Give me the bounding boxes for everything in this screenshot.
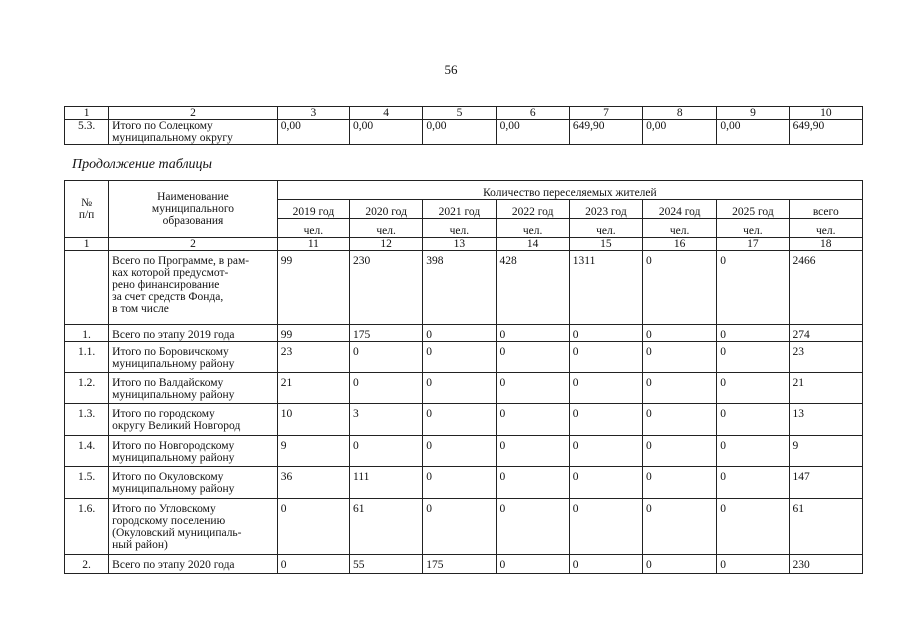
cell-line: Наименование xyxy=(157,191,229,203)
unit-header-cell: чел. xyxy=(423,219,496,238)
value-cell: 0 xyxy=(643,251,717,325)
value-cell: 0 xyxy=(717,555,789,574)
value-cell: 61 xyxy=(350,499,423,555)
value-cell: 0 xyxy=(717,404,789,436)
value-cell: 36 xyxy=(277,467,349,499)
cell-line: ках которой предусмот- xyxy=(112,267,229,279)
unit-header-cell: чел. xyxy=(789,219,862,238)
value-cell: 0 xyxy=(496,436,569,467)
value-cell: 9 xyxy=(277,436,349,467)
year-header-cell: 2022 год xyxy=(496,200,569,219)
cell-line: образования xyxy=(162,215,224,227)
value-cell: 0 xyxy=(643,436,717,467)
table-row xyxy=(65,467,863,499)
cell-line: (Окуловский муниципаль- xyxy=(112,527,242,539)
value-cell: 3 xyxy=(350,404,423,436)
cell-line: Всего по этапу 2019 года xyxy=(112,329,235,341)
value-cell: 21 xyxy=(277,373,349,404)
cell-line: Итого по Окуловскому xyxy=(112,471,224,483)
row-number-cell: 1.3. xyxy=(65,404,109,436)
row-number-cell: 1.5. xyxy=(65,467,109,499)
table-row xyxy=(65,325,863,342)
value-cell: 0 xyxy=(423,325,496,342)
year-header-cell: 2025 год xyxy=(717,200,789,219)
value-cell: 55 xyxy=(350,555,423,574)
cell-line: муниципального xyxy=(151,203,234,215)
row-name-cell xyxy=(109,325,278,342)
name-header-cell xyxy=(109,181,278,238)
cell-line: Итого по Новгородскому xyxy=(112,440,235,452)
value-cell: 175 xyxy=(423,555,496,574)
table-row xyxy=(65,373,863,404)
value-cell: 2466 xyxy=(789,251,862,325)
row-number-cell: 1.6. xyxy=(65,499,109,555)
column-number-cell: 5 xyxy=(423,107,496,120)
row-number-cell: 1.4. xyxy=(65,436,109,467)
year-header-cell: 2023 год xyxy=(569,200,642,219)
value-cell: 0 xyxy=(496,499,569,555)
table-row xyxy=(65,120,863,145)
column-number-cell: 16 xyxy=(643,238,717,251)
year-header-cell: 2024 год xyxy=(643,200,717,219)
row-name-cell xyxy=(109,373,278,404)
table-row xyxy=(65,342,863,373)
value-cell: 0 xyxy=(569,373,642,404)
column-number-cell: 12 xyxy=(350,238,423,251)
value-cell: 230 xyxy=(789,555,862,574)
value-cell: 0 xyxy=(643,555,717,574)
column-number-cell: 1 xyxy=(65,238,109,251)
row-number-cell: 1. xyxy=(65,325,109,342)
column-number-cell: 7 xyxy=(569,107,642,120)
row-name-cell xyxy=(109,342,278,373)
value-cell: 230 xyxy=(350,251,423,325)
value-cell: 0 xyxy=(717,325,789,342)
cell-line: рено финансирование xyxy=(112,279,220,291)
value-cell: 0 xyxy=(717,342,789,373)
value-cell: 0 xyxy=(569,555,642,574)
column-number-cell: 15 xyxy=(569,238,642,251)
column-number-cell: 18 xyxy=(789,238,862,251)
value-cell: 0 xyxy=(569,325,642,342)
row-number-cell: 2. xyxy=(65,555,109,574)
cell-line: муниципальному району xyxy=(112,483,235,495)
cell-line: Итого по Солецкому xyxy=(112,120,213,132)
unit-header-cell: чел. xyxy=(717,219,789,238)
value-cell: 21 xyxy=(789,373,862,404)
row-name-cell xyxy=(109,404,278,436)
row-name-cell xyxy=(109,555,278,574)
year-header-cell: 2020 год xyxy=(350,200,423,219)
column-number-cell: 4 xyxy=(350,107,423,120)
value-cell: 0 xyxy=(643,404,717,436)
summary-table xyxy=(64,106,863,145)
row-name-cell xyxy=(109,467,278,499)
cell-line: муниципальному району xyxy=(112,452,235,464)
value-cell: 0 xyxy=(350,342,423,373)
table-row xyxy=(65,555,863,574)
column-number-row xyxy=(65,107,863,120)
value-cell: 0,00 xyxy=(643,120,717,145)
value-cell: 0,00 xyxy=(350,120,423,145)
value-cell: 0 xyxy=(569,404,642,436)
value-cell: 0,00 xyxy=(277,120,349,145)
value-cell: 10 xyxy=(277,404,349,436)
cell-line: муниципальному округу xyxy=(112,132,233,144)
value-cell: 0 xyxy=(717,251,789,325)
column-number-cell: 1 xyxy=(65,107,109,120)
cell-line: Итого по Боровичскому xyxy=(112,346,229,358)
value-cell: 0 xyxy=(569,499,642,555)
residents-table xyxy=(64,180,863,574)
table-row xyxy=(65,251,863,325)
column-number-cell: 6 xyxy=(496,107,569,120)
column-number-cell: 2 xyxy=(109,107,278,120)
value-cell: 0,00 xyxy=(423,120,496,145)
value-cell: 0 xyxy=(496,342,569,373)
column-number-cell: 2 xyxy=(109,238,278,251)
value-cell: 0 xyxy=(569,436,642,467)
column-number-cell: 13 xyxy=(423,238,496,251)
value-cell: 0 xyxy=(496,325,569,342)
unit-header-cell: чел. xyxy=(569,219,642,238)
cell-line: Всего по Программе, в рам- xyxy=(112,255,250,267)
value-cell: 147 xyxy=(789,467,862,499)
value-cell: 0 xyxy=(717,467,789,499)
number-header-cell xyxy=(65,181,109,238)
column-number-cell: 9 xyxy=(717,107,789,120)
value-cell: 0 xyxy=(496,467,569,499)
table-caption: Продолжение таблицы xyxy=(72,157,213,172)
unit-header-cell: чел. xyxy=(277,219,349,238)
value-cell: 13 xyxy=(789,404,862,436)
value-cell: 0 xyxy=(277,499,349,555)
row-name-cell xyxy=(109,251,278,325)
value-cell: 1311 xyxy=(569,251,642,325)
value-cell: 0 xyxy=(496,404,569,436)
table-row xyxy=(65,499,863,555)
row-number-cell xyxy=(65,251,109,325)
value-cell: 0 xyxy=(496,555,569,574)
page-number: 56 xyxy=(444,62,458,77)
row-name-cell xyxy=(109,120,278,145)
column-number-cell: 14 xyxy=(496,238,569,251)
cell-line: ный район) xyxy=(112,539,168,551)
value-cell: 0 xyxy=(717,436,789,467)
value-cell: 0,00 xyxy=(496,120,569,145)
cell-line: городскому поселению xyxy=(112,515,226,527)
value-cell: 9 xyxy=(789,436,862,467)
value-cell: 23 xyxy=(277,342,349,373)
value-cell: 0 xyxy=(496,373,569,404)
year-header-cell: 2021 год xyxy=(423,200,496,219)
value-cell: 0 xyxy=(423,436,496,467)
table-row xyxy=(65,404,863,436)
value-cell: 649,90 xyxy=(789,120,862,145)
value-cell: 0 xyxy=(350,373,423,404)
column-number-cell: 17 xyxy=(717,238,789,251)
value-cell: 175 xyxy=(350,325,423,342)
cell-line: Итого по Валдайскому xyxy=(112,377,224,389)
table-row xyxy=(65,436,863,467)
row-number-cell: 1.1. xyxy=(65,342,109,373)
cell-line: за счет средств Фонда, xyxy=(112,291,224,303)
column-number-cell: 3 xyxy=(277,107,349,120)
column-number-row xyxy=(65,238,863,251)
table-body xyxy=(65,251,863,574)
year-header-cell: 2019 год xyxy=(277,200,349,219)
cell-line: № xyxy=(81,197,93,209)
unit-header-cell: чел. xyxy=(643,219,717,238)
value-cell: 99 xyxy=(277,325,349,342)
year-header-cell: всего xyxy=(789,200,862,219)
unit-header-cell: чел. xyxy=(350,219,423,238)
cell-line: муниципальному району xyxy=(112,358,235,370)
cell-line: Итого по городскому xyxy=(112,408,215,420)
column-number-cell: 8 xyxy=(643,107,717,120)
value-cell: 61 xyxy=(789,499,862,555)
value-cell: 0 xyxy=(423,499,496,555)
value-cell: 398 xyxy=(423,251,496,325)
cell-line: Всего по этапу 2020 года xyxy=(112,559,235,571)
value-cell: 0 xyxy=(569,467,642,499)
cell-line: в том числе xyxy=(112,303,169,315)
value-cell: 0 xyxy=(350,436,423,467)
cell-line: округу Великий Новгород xyxy=(112,420,241,432)
value-cell: 0 xyxy=(277,555,349,574)
value-cell: 0 xyxy=(643,499,717,555)
row-number-cell: 1.2. xyxy=(65,373,109,404)
value-cell: 0 xyxy=(643,342,717,373)
cell-line: Итого по Угловскому xyxy=(112,503,216,515)
value-cell: 0 xyxy=(423,404,496,436)
value-cell: 0 xyxy=(423,467,496,499)
value-cell: 0 xyxy=(423,373,496,404)
cell-line: п/п xyxy=(78,209,95,221)
column-number-cell: 10 xyxy=(789,107,862,120)
value-cell: 0,00 xyxy=(717,120,789,145)
column-number-cell: 11 xyxy=(277,238,349,251)
value-cell: 0 xyxy=(643,467,717,499)
row-name-cell xyxy=(109,436,278,467)
value-cell: 0 xyxy=(717,373,789,404)
value-cell: 23 xyxy=(789,342,862,373)
value-cell: 0 xyxy=(423,342,496,373)
value-cell: 428 xyxy=(496,251,569,325)
cell-line: муниципальному району xyxy=(112,389,235,401)
header-row-group xyxy=(65,181,863,200)
value-cell: 649,90 xyxy=(569,120,642,145)
row-number-cell: 5.3. xyxy=(65,120,109,145)
value-cell: 0 xyxy=(717,499,789,555)
unit-header-cell: чел. xyxy=(496,219,569,238)
value-cell: 0 xyxy=(643,325,717,342)
value-cell: 0 xyxy=(643,373,717,404)
row-name-cell xyxy=(109,499,278,555)
value-cell: 111 xyxy=(350,467,423,499)
group-header-cell: Количество переселяемых жителей xyxy=(277,181,862,200)
value-cell: 274 xyxy=(789,325,862,342)
value-cell: 99 xyxy=(277,251,349,325)
value-cell: 0 xyxy=(569,342,642,373)
